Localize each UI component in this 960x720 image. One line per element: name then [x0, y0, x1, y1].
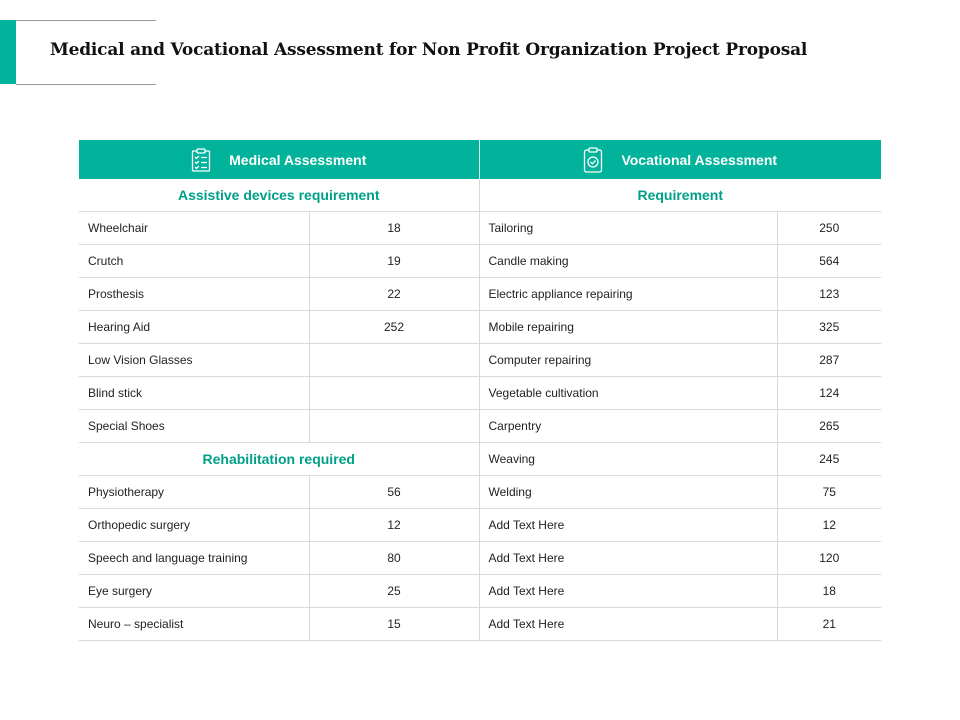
vocational-skill-value: 123 [777, 278, 881, 311]
rehabilitation-value: 15 [309, 608, 479, 641]
vocational-skill-name: Welding [479, 476, 777, 509]
vocational-assessment-label: Vocational Assessment [621, 151, 778, 168]
table-row [79, 311, 881, 344]
vocational-skill-name: Add Text Here [479, 542, 777, 575]
table-row [79, 542, 881, 575]
assistive-device-name: Prosthesis [79, 278, 309, 311]
checklist-icon [191, 148, 211, 172]
vocational-skill-name: Add Text Here [479, 575, 777, 608]
vocational-skill-value: 18 [777, 575, 881, 608]
medical-assessment-header [79, 140, 479, 179]
assistive-device-value: 22 [309, 278, 479, 311]
medical-assessment-label: Medical Assessment [229, 151, 367, 168]
vocational-skill-name: Add Text Here [479, 608, 777, 641]
rehabilitation-title: Rehabilitation required [79, 443, 479, 476]
vocational-assessment-header [479, 140, 881, 179]
vocational-skill-value: 287 [777, 344, 881, 377]
vocational-skill-value: 265 [777, 410, 881, 443]
assistive-device-name: Blind stick [79, 377, 309, 410]
vocational-skill-value: 75 [777, 476, 881, 509]
vocational-skill-name: Electric appliance repairing [479, 278, 777, 311]
assistive-device-name: Crutch [79, 245, 309, 278]
page-title: Medical and Vocational Assessment for Non Profit Organization Project Proposal [50, 40, 808, 60]
accent-bar [0, 20, 16, 84]
vocational-skill-value: 250 [777, 212, 881, 245]
rehabilitation-value: 12 [309, 509, 479, 542]
table-row [79, 344, 881, 377]
rehabilitation-name: Speech and language training [79, 542, 309, 575]
assistive-device-value [309, 344, 479, 377]
clipboard-check-icon [583, 147, 603, 173]
table-row [79, 575, 881, 608]
vocational-skill-name: Candle making [479, 245, 777, 278]
table-header-row [79, 140, 881, 179]
table-row [79, 476, 881, 509]
vocational-skill-name: Computer repairing [479, 344, 777, 377]
vocational-skill-name: Tailoring [479, 212, 777, 245]
rehabilitation-value: 80 [309, 542, 479, 575]
rehabilitation-value: 56 [309, 476, 479, 509]
table-row [79, 212, 881, 245]
vocational-skill-name: Mobile repairing [479, 311, 777, 344]
table-row [79, 509, 881, 542]
assessment-table [79, 140, 881, 641]
assistive-device-value: 18 [309, 212, 479, 245]
assistive-device-value: 19 [309, 245, 479, 278]
vocational-skill-name: Vegetable cultivation [479, 377, 777, 410]
rehabilitation-name: Physiotherapy [79, 476, 309, 509]
table-row [79, 278, 881, 311]
subheader-row [79, 179, 881, 212]
assistive-devices-title: Assistive devices requirement [79, 179, 479, 212]
vocational-skill-value: 120 [777, 542, 881, 575]
vocational-skill-name: Carpentry [479, 410, 777, 443]
assistive-device-name: Low Vision Glasses [79, 344, 309, 377]
vocational-skill-value: 21 [777, 608, 881, 641]
rehabilitation-name: Orthopedic surgery [79, 509, 309, 542]
rehabilitation-value: 25 [309, 575, 479, 608]
vocational-skill-value: 325 [777, 311, 881, 344]
title-divider-bottom [16, 84, 156, 85]
table-row [79, 245, 881, 278]
assistive-device-name: Special Shoes [79, 410, 309, 443]
vocational-skill-value: 564 [777, 245, 881, 278]
vocational-skill-name: Weaving [479, 443, 777, 476]
table-row [79, 608, 881, 641]
vocational-skill-value: 12 [777, 509, 881, 542]
vocational-skill-name: Add Text Here [479, 509, 777, 542]
title-divider-top [16, 20, 156, 21]
vocational-skill-value: 124 [777, 377, 881, 410]
table-row [79, 377, 881, 410]
vocational-skill-value: 245 [777, 443, 881, 476]
requirement-title: Requirement [479, 179, 881, 212]
assistive-device-value [309, 410, 479, 443]
assistive-device-name: Hearing Aid [79, 311, 309, 344]
rehabilitation-name: Eye surgery [79, 575, 309, 608]
table-row [79, 443, 881, 476]
assistive-device-value [309, 377, 479, 410]
assistive-device-value: 252 [309, 311, 479, 344]
table-row [79, 410, 881, 443]
rehabilitation-name: Neuro – specialist [79, 608, 309, 641]
assistive-device-name: Wheelchair [79, 212, 309, 245]
